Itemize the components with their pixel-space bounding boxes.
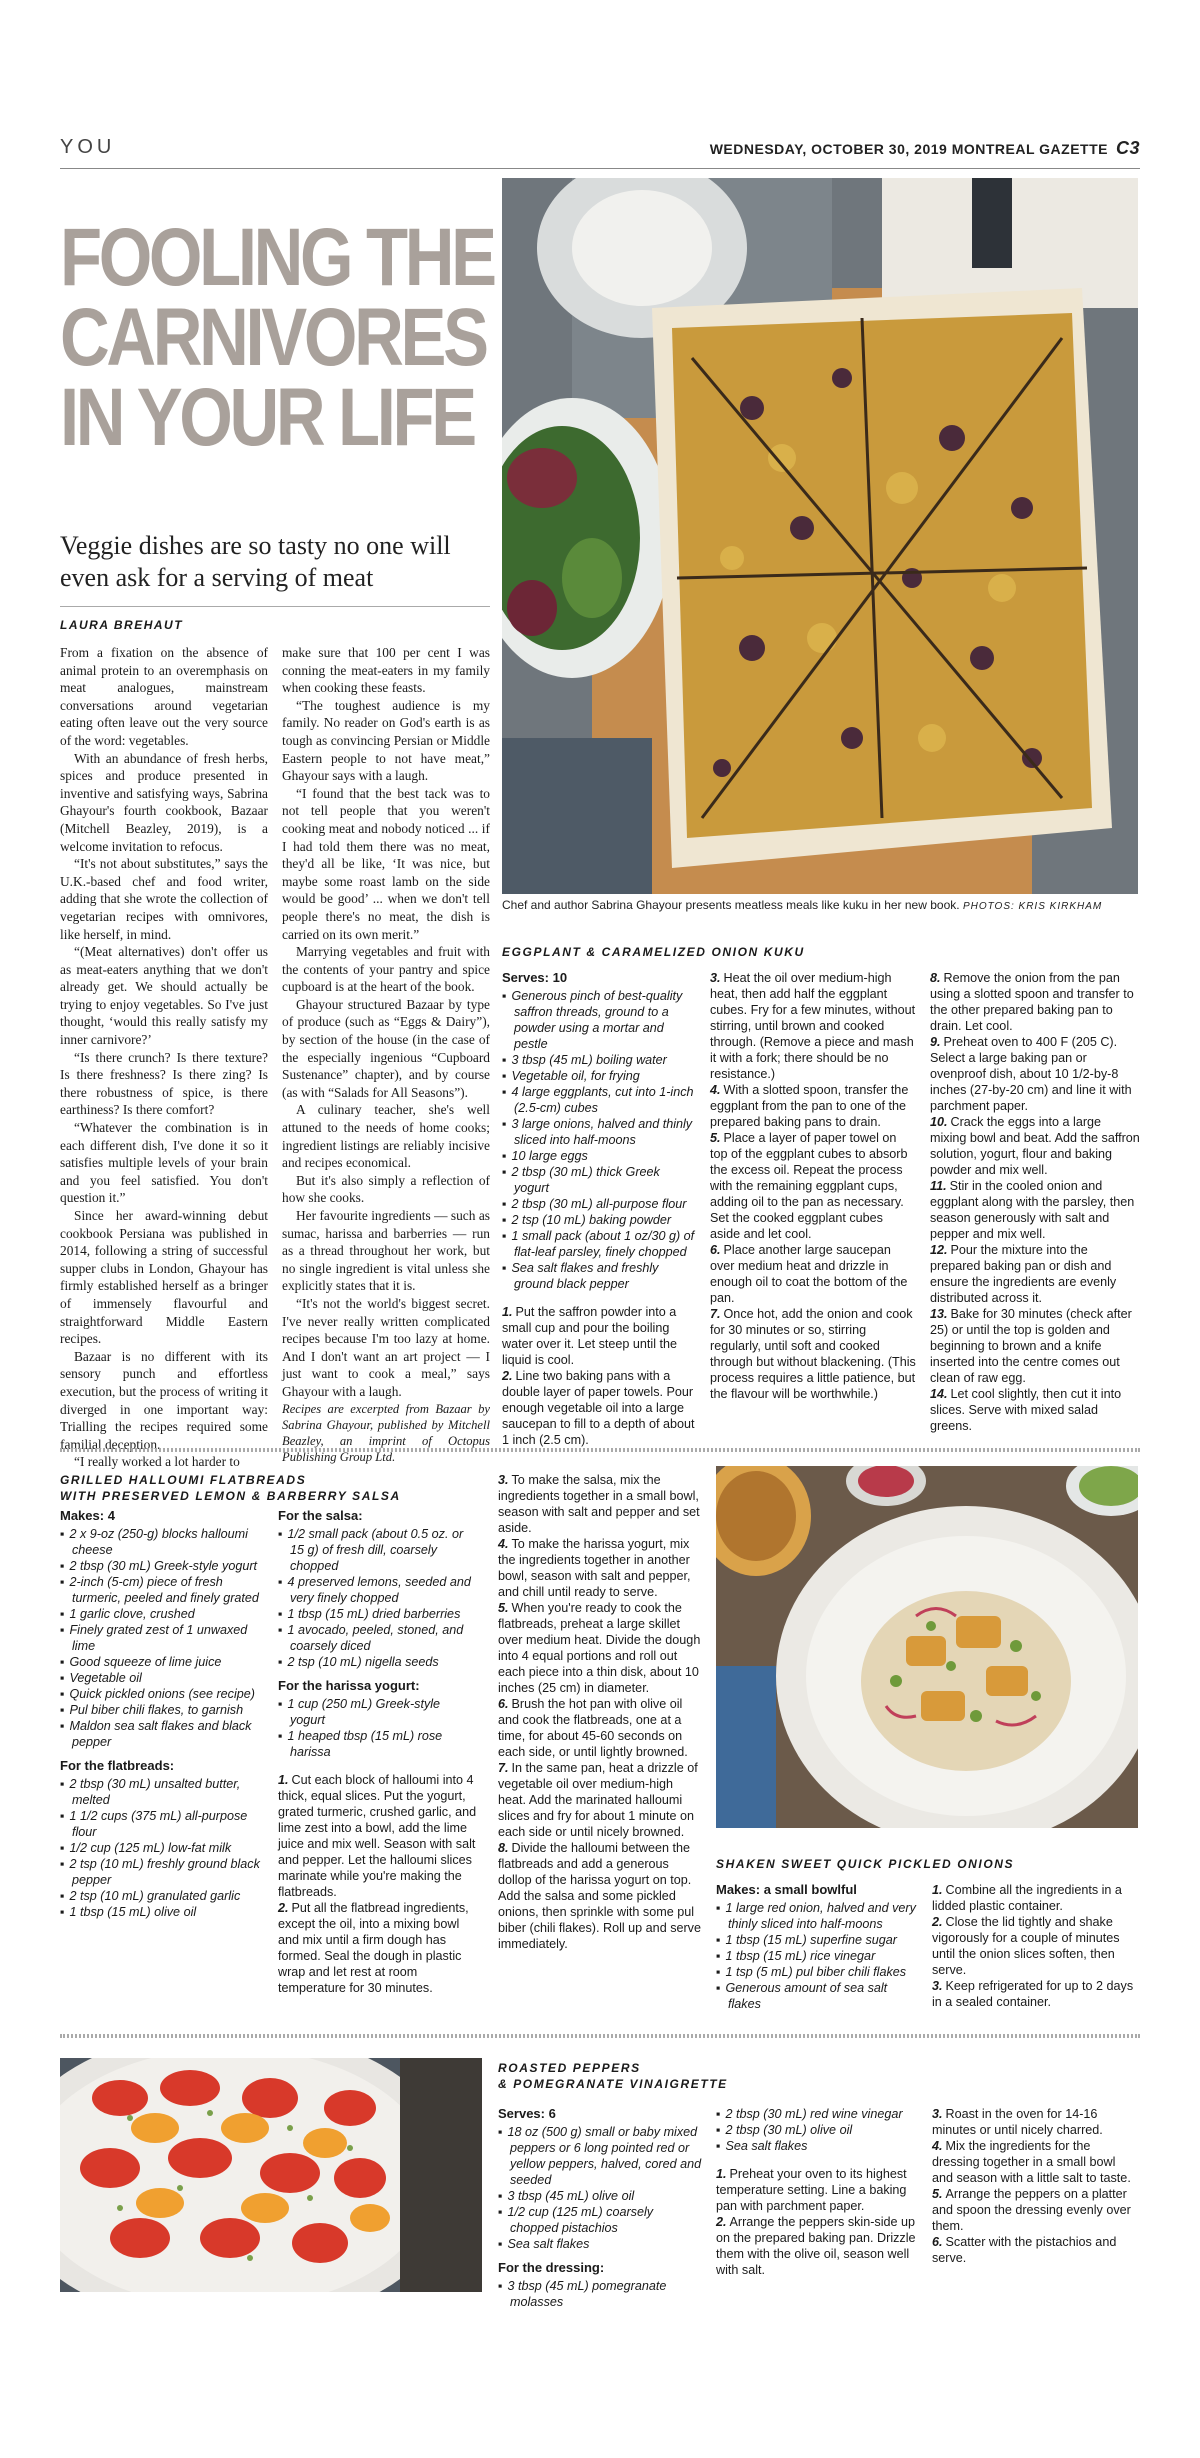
ingredient: ▪ 4 large eggplants, cut into 1-inch (2.5-cm) cubes xyxy=(502,1084,698,1116)
step xyxy=(932,2138,1138,2186)
article-column-1 xyxy=(60,644,268,1471)
ingredient: ▪ 3 tbsp (45 mL) pomegranate molasses xyxy=(498,2278,702,2310)
step-number: 3. xyxy=(932,2107,943,2121)
section-divider xyxy=(60,2034,1140,2038)
ingredient: ▪ 1 large red onion, halved and very thinly sliced into half-moons xyxy=(716,1900,916,1932)
ingredient: ▪ 1 1/2 cups (375 mL) all-purpose flour xyxy=(60,1808,260,1840)
halloumi-steps-a xyxy=(278,1772,478,1996)
ingredient: ▪ Vegetable oil, for frying xyxy=(502,1068,698,1084)
step-text: Scatter with the pistachios and serve. xyxy=(932,2235,1117,2265)
step-text: Stir in the cooled onion and eggplant along with the parsley, then season generously with salt and pepper and mix well. xyxy=(930,1179,1135,1241)
ingredient: ▪ 2 tbsp (30 mL) red wine vinegar xyxy=(716,2106,916,2122)
step xyxy=(932,2106,1138,2138)
peppers-title-line: ROASTED PEPPERS xyxy=(498,2061,641,2075)
photo-credit: PHOTOS: KRIS KIRKHAM xyxy=(962,901,1103,912)
page-number: C3 xyxy=(1115,138,1140,158)
ingredient: ▪ 1/2 small pack (about 0.5 oz. or 15 g) of fresh dill, coarsely chopped xyxy=(278,1526,478,1574)
dressing-ingredients-b xyxy=(716,2106,916,2154)
ingredient: ▪ 2 x 9-oz (250-g) blocks halloumi cheese xyxy=(60,1526,260,1558)
step xyxy=(710,1242,916,1306)
ingredient: ▪ 2 tsp (10 mL) granulated garlic xyxy=(60,1888,260,1904)
step-number: 3. xyxy=(710,971,721,985)
paragraph: With an abundance of fresh herbs, spices and produce presented in inventive and satisfying ways, Sabrina Ghayour's fourth cookbook, Bazaar (Mitchell Beazley, 2019), is a welcome invitation to refocus. xyxy=(60,750,268,854)
paragraph: “I found that the best tack was to not tell people that you weren't cooking meat and nobody noticed ... if I had told them there was no meat, they'd all be like, ‘It was nice, but maybe some roast lamb on the side would be good’ ... when we don't tell people there's no meat, the dish is carried on its own merit.” xyxy=(282,785,490,942)
step-number: 5. xyxy=(932,2187,943,2201)
step xyxy=(278,1772,478,1900)
kuku-photo-illustration xyxy=(502,178,1138,894)
kuku-title: EGGPLANT & CARAMELIZED ONION KUKU xyxy=(502,945,805,959)
step-text: Let cool slightly, then cut it into slices. Serve with mixed salad greens. xyxy=(930,1387,1122,1433)
ingredient: ▪ 2-inch (5-cm) piece of fresh turmeric, peeled and finely grated xyxy=(60,1574,260,1606)
step-number: 10. xyxy=(930,1115,948,1129)
ingredient: ▪ 4 preserved lemons, seeded and very finely chopped xyxy=(278,1574,478,1606)
paragraph: But it's also simply a reflection of how she cooks. xyxy=(282,1172,490,1206)
paragraph: Marrying vegetables and fruit with the contents of your pantry and spice cupboard is at the heart of the book. xyxy=(282,944,490,995)
step xyxy=(278,1900,478,1996)
peppers-steps-a xyxy=(716,2166,916,2278)
step-number: 4. xyxy=(932,2139,943,2153)
deck-rule xyxy=(60,606,490,607)
ingredient: ▪ Finely grated zest of 1 unwaxed lime xyxy=(60,1622,260,1654)
article-column-2 xyxy=(282,644,490,1465)
halloumi-photo-illustration xyxy=(716,1466,1138,1828)
kuku-photo xyxy=(502,178,1138,894)
ingredient: ▪ 2 tbsp (30 mL) olive oil xyxy=(716,2122,916,2138)
step-number: 3. xyxy=(498,1473,509,1487)
ingredient: ▪ 2 tbsp (30 mL) Greek-style yogurt xyxy=(60,1558,260,1574)
recipe-credit: Recipes are excerpted from Bazaar by Sabrina Ghayour, published by Mitchell Beazley, an imprint of Octopus Publishing Group Ltd. xyxy=(282,1401,490,1464)
step-number: 5. xyxy=(498,1601,509,1615)
section-divider xyxy=(60,1448,1140,1452)
step xyxy=(930,1114,1140,1178)
step-number: 6. xyxy=(710,1243,721,1257)
ingredient: ▪ 1 avocado, peeled, stoned, and coarsely diced xyxy=(278,1622,478,1654)
step-number: 2. xyxy=(278,1901,289,1915)
halloumi-ingredients-column xyxy=(60,1508,260,1920)
pickled-ingredients-column xyxy=(716,1882,916,2012)
ingredient: ▪ Sea salt flakes and freshly ground black pepper xyxy=(502,1260,698,1292)
step-text: Mix the ingredients for the dressing together in a small bowl and season with a little salt to taste. xyxy=(932,2139,1131,2185)
step xyxy=(498,1536,702,1600)
step xyxy=(498,1600,702,1696)
step-text: In the same pan, heat a drizzle of vegetable oil over medium-high heat. Add the marinated halloumi slices and fry for about 1 minute on each side or until nicely browned. xyxy=(498,1761,698,1839)
harissa-yogurt-heading: For the harissa yogurt: xyxy=(278,1678,420,1693)
ingredient: ▪ Vegetable oil xyxy=(60,1670,260,1686)
step-text: To make the salsa, mix the ingredients together in a small bowl, season with salt and pepper and set aside. xyxy=(498,1473,700,1535)
caption-text: Chef and author Sabrina Ghayour presents meatless meals like kuku in her new book. xyxy=(502,898,960,912)
ingredient: ▪ 1 heaped tbsp (15 mL) rose harissa xyxy=(278,1728,478,1760)
peppers-title xyxy=(498,2060,728,2092)
step-number: 13. xyxy=(930,1307,948,1321)
step-text: Divide the halloumi between the flatbreads and add a generous dollop of the harissa yogurt on top. Add the salsa and some pickled onions, then sprinkle with some pul biber (chili flakes). Roll up and serve immediately. xyxy=(498,1841,701,1951)
ingredient: ▪ Pul biber chili flakes, to garnish xyxy=(60,1702,260,1718)
flatbread-ingredients xyxy=(60,1776,260,1920)
step xyxy=(498,1472,702,1536)
step-number: 7. xyxy=(710,1307,721,1321)
step xyxy=(932,1914,1138,1978)
ingredient: ▪ Generous amount of sea salt flakes xyxy=(716,1980,916,2012)
ingredient: ▪ 1 tbsp (15 mL) rice vinegar xyxy=(716,1948,916,1964)
ingredient: ▪ 2 tsp (10 mL) freshly ground black pepper xyxy=(60,1856,260,1888)
step-text: Preheat oven to 400 F (205 C). Select a large baking pan or ovenproof dish, about 10 1/2-by-8 inches (27-by-20 cm) and line it with parchment paper. xyxy=(930,1035,1132,1113)
step xyxy=(502,1304,698,1368)
paragraph: Her favourite ingredients — such as sumac, harissa and barberries — run as a thread throughout her work, but no single ingredient is vital unless she explicitly states that it is. xyxy=(282,1208,490,1294)
ingredient: ▪ 1 garlic clove, crushed xyxy=(60,1606,260,1622)
step-text: Roast in the oven for 14-16 minutes or until nicely charred. xyxy=(932,2107,1103,2137)
step-number: 7. xyxy=(498,1761,509,1775)
step-text: Remove the onion from the pan using a slotted spoon and transfer to the other prepared baking pan to drain. Let cool. xyxy=(930,971,1134,1033)
peppers-photo-illustration xyxy=(60,2058,482,2292)
headline-line: FOOLING THE xyxy=(60,212,494,303)
kuku-steps-column-2 xyxy=(710,970,916,1402)
step xyxy=(932,1978,1138,2010)
step-text: To make the harissa yogurt, mix the ingredients together in another bowl, season with salt and pepper, and chill until ready to serve. xyxy=(498,1537,691,1599)
headline-line: CARNIVORES xyxy=(60,292,486,383)
peppers-ingredients xyxy=(498,2124,702,2252)
peppers-ingredients-column xyxy=(498,2106,702,2310)
step-text: With a slotted spoon, transfer the eggplant from the pan to one of the prepared baking pans to drain. xyxy=(710,1083,909,1129)
step xyxy=(502,1368,698,1448)
step xyxy=(710,1130,916,1242)
halloumi-photo xyxy=(716,1466,1138,1828)
step-text: Close the lid tightly and shake vigorously for a couple of minutes until the onion slices soften, then serve. xyxy=(932,1915,1120,1977)
salsa-ingredients xyxy=(278,1526,478,1670)
step-text: Keep refrigerated for up to 2 days in a sealed container. xyxy=(932,1979,1134,2009)
step xyxy=(930,1306,1140,1386)
dressing-heading: For the dressing: xyxy=(498,2260,605,2275)
halloumi-ingredients xyxy=(60,1526,260,1750)
dressing-ingredients-a xyxy=(498,2278,702,2310)
ingredient: ▪ 1 tsp (5 mL) pul biber chili flakes xyxy=(716,1964,916,1980)
ingredient: ▪ 1 tbsp (15 mL) superfine sugar xyxy=(716,1932,916,1948)
step-number: 1. xyxy=(502,1305,513,1319)
ingredient: ▪ 3 large onions, halved and thinly sliced into half-moons xyxy=(502,1116,698,1148)
photo-caption xyxy=(502,898,1142,912)
step xyxy=(710,1082,916,1130)
ingredient: ▪ Generous pinch of best-quality saffron threads, ground to a powder using a mortar and pestle xyxy=(502,988,698,1052)
salsa-heading: For the salsa: xyxy=(278,1508,363,1523)
ingredient: ▪ Sea salt flakes xyxy=(498,2236,702,2252)
headline-line: IN YOUR LIFE xyxy=(60,372,474,463)
section-name: YOU xyxy=(60,136,116,158)
step-text: Put the saffron powder into a small cup and pour the boiling water over it. Let steep until the liquid is cool. xyxy=(502,1305,678,1367)
ingredient: ▪ Maldon sea salt flakes and black pepper xyxy=(60,1718,260,1750)
ingredient: ▪ 2 tbsp (30 mL) thick Greek yogurt xyxy=(502,1164,698,1196)
ingredient: ▪ 3 tbsp (45 mL) olive oil xyxy=(498,2188,702,2204)
kuku-steps-a xyxy=(502,1304,698,1448)
step xyxy=(932,2234,1138,2266)
step-number: 8. xyxy=(498,1841,509,1855)
step-text: Line two baking pans with a double layer of paper towels. Pour enough vegetable oil into a large saucepan to fill to a depth of about 1 inch (2.5 cm). xyxy=(502,1369,695,1447)
peppers-steps-b xyxy=(932,2106,1138,2266)
harissa-yogurt-ingredients xyxy=(278,1696,478,1760)
deck: Veggie dishes are so tasty no one will even ask for a serving of meat xyxy=(60,531,451,592)
step-text: Heat the oil over medium-high heat, then add half the eggplant cubes. Fry for a few minutes, without stirring, until brown and cooked through. (Remove a piece and mash it with a fork; there should be no resistance.) xyxy=(710,971,916,1081)
step-text: Crack the eggs into a large mixing bowl and beat. Add the saffron solution, yogurt, flour and baking powder and mix well. xyxy=(930,1115,1140,1177)
step-text: Put all the flatbread ingredients, except the oil, into a mixing bowl and mix until a firm dough has formed. Seal the dough in plastic wrap and let rest at room temperature for 30 minutes. xyxy=(278,1901,469,1995)
step-number: 14. xyxy=(930,1387,948,1401)
paragraph: Since her award-winning debut cookbook Persiana was published in 2014, following a string of successful supper clubs in London, Ghayour has firmly established herself as a bringer of immensely flavourful and straightforward Middle Eastern recipes. xyxy=(60,1208,268,1347)
pickled-ingredients xyxy=(716,1900,916,2012)
halloumi-title-line: GRILLED HALLOUMI FLATBREADS xyxy=(60,1473,307,1487)
ingredient: ▪ 2 tbsp (30 mL) all-purpose flour xyxy=(502,1196,698,1212)
paragraph: “The toughest audience is my family. No reader on God's earth is as tough as convincing Persian or Middle Eastern people to not have meat,” Ghayour says with a laugh. xyxy=(282,697,490,784)
step xyxy=(716,2166,916,2214)
paragraph: “Is there crunch? Is there texture? Is there freshness? Is there zing? Is there robustness of spice, is there earthiness? Is there comfort? xyxy=(60,1049,268,1118)
ingredient: ▪ Sea salt flakes xyxy=(716,2138,916,2154)
step-number: 1. xyxy=(932,1883,943,1897)
kuku-ingredients-column xyxy=(502,970,698,1448)
byline: LAURA BREHAUT xyxy=(60,618,184,632)
step xyxy=(930,1242,1140,1306)
step-number: 3. xyxy=(932,1979,943,1993)
peppers-title-line: & POMEGRANATE VINAIGRETTE xyxy=(498,2077,728,2091)
paragraph: “(Meat alternatives) don't offer us as meat-eaters anything that we don't already get. We should actually be trying to enjoy vegetables. So I've just thought, ‘would this really satisfy my inner carnivore?’ xyxy=(60,944,268,1048)
step-number: 4. xyxy=(710,1083,721,1097)
step-number: 1. xyxy=(278,1773,289,1787)
step-text: Arrange the peppers skin-side up on the prepared baking pan. Drizzle them with the olive oil, season well with salt. xyxy=(716,2215,916,2277)
step-text: Once hot, add the onion and cook for 30 minutes or so, stirring regularly, until soft and cooked through but without blackening. (This process requires a little patience, but the flavour will be worthwhile.) xyxy=(710,1307,916,1401)
paragraph: “It's not the world's biggest secret. I've never really written complicated recipes because I'm too lazy at home. And I don't want an art project — I just want to cook a meal,” says Ghayour with a laugh. xyxy=(282,1295,490,1399)
step-text: Arrange the peppers on a platter and spoon the dressing evenly over them. xyxy=(932,2187,1131,2233)
pickled-onions-title: SHAKEN SWEET QUICK PICKLED ONIONS xyxy=(716,1857,1015,1871)
paragraph: From a fixation on the absence of animal protein to an overemphasis on meat analogues, mainstream conversations around vegetarian eating often leave out the very source of the word: vegetables. xyxy=(60,645,268,748)
step-number: 4. xyxy=(498,1537,509,1551)
step-number: 1. xyxy=(716,2167,727,2181)
step-number: 2. xyxy=(932,1915,943,1929)
step-text: Brush the hot pan with olive oil and cook the flatbreads, one at a time, for about 45-60 seconds on each side, or until lightly browned. xyxy=(498,1697,688,1759)
step-number: 6. xyxy=(498,1697,509,1711)
ingredient: ▪ 3 tbsp (45 mL) boiling water xyxy=(502,1052,698,1068)
paragraph: make sure that 100 per cent I was conning the meat-eaters in my family when cooking these feasts. xyxy=(282,645,490,696)
peppers-column-3 xyxy=(932,2106,1138,2266)
ingredient: ▪ Quick pickled onions (see recipe) xyxy=(60,1686,260,1702)
step-text: Place a layer of paper towel on top of the eggplant cubes to absorb the excess oil. Repeat the process with the remaining eggplant cups, adding oil to the pan as necessary. Set the cooked eggplant cubes aside and let cool. xyxy=(710,1131,908,1241)
step-number: 12. xyxy=(930,1243,948,1257)
ingredient: ▪ Good squeeze of lime juice xyxy=(60,1654,260,1670)
step-text: When you're ready to cook the flatbreads, preheat a large skillet over medium heat. Divide the dough into 4 equal portions and roll out each piece into a thin disk, about 10 inches (25 cm) in diameter. xyxy=(498,1601,701,1695)
step xyxy=(930,1386,1140,1434)
step xyxy=(498,1696,702,1760)
step xyxy=(930,1034,1140,1114)
step xyxy=(932,1882,1138,1914)
ingredient: ▪ 18 oz (500 g) small or baby mixed peppers or 6 long pointed red or yellow peppers, halved, cored and seeded xyxy=(498,2124,702,2188)
step-number: 2. xyxy=(502,1369,513,1383)
step-number: 5. xyxy=(710,1131,721,1145)
halloumi-title xyxy=(60,1472,401,1504)
step xyxy=(498,1840,702,1952)
kuku-steps-b xyxy=(710,970,916,1402)
pickled-makes: Makes: a small bowlful xyxy=(716,1882,857,1897)
pickled-steps xyxy=(932,1882,1138,2010)
step-text: Preheat your oven to its highest temperature setting. Line a baking pan with parchment paper. xyxy=(716,2167,907,2213)
ingredient: ▪ 1 tbsp (15 mL) olive oil xyxy=(60,1904,260,1920)
step-text: Combine all the ingredients in a lidded plastic container. xyxy=(932,1883,1122,1913)
step xyxy=(710,1306,916,1402)
paragraph: Bazaar is no different with its sensory punch and effortless execution, but the process of writing it diverged in one important way: Trialling the recipes required some familial deception. xyxy=(60,1348,268,1452)
kuku-steps-c xyxy=(930,970,1140,1434)
step xyxy=(710,970,916,1082)
halloumi-column-3 xyxy=(498,1472,702,1952)
ingredient: ▪ 10 large eggs xyxy=(502,1148,698,1164)
ingredient: ▪ 1/2 cup (125 mL) coarsely chopped pistachios xyxy=(498,2204,702,2236)
step-number: 9. xyxy=(930,1035,941,1049)
step-number: 2. xyxy=(716,2215,727,2229)
paragraph: A culinary teacher, she's well attuned to the needs of home cooks; ingredient listings are reliably incisive and recipes economical. xyxy=(282,1102,490,1171)
dateline xyxy=(710,138,1140,159)
halloumi-column-2 xyxy=(278,1508,478,1996)
halloumi-makes: Makes: 4 xyxy=(60,1508,115,1523)
paragraph: “I really worked a lot harder to xyxy=(74,1454,240,1470)
paragraph: “Whatever the combination is in each different dish, I've done it so it satisfies multiple levels of your brain and you feel satisfied. You don't question it.” xyxy=(60,1120,268,1206)
ingredient: ▪ 1 cup (250 mL) Greek-style yogurt xyxy=(278,1696,478,1728)
step xyxy=(498,1760,702,1840)
dateline-text: WEDNESDAY, OCTOBER 30, 2019 MONTREAL GAZETTE xyxy=(709,141,1108,157)
step xyxy=(930,970,1140,1034)
peppers-column-2 xyxy=(716,2106,916,2278)
kuku-serves: Serves: 10 xyxy=(502,970,568,985)
halloumi-steps-b xyxy=(498,1472,702,1952)
step-number: 8. xyxy=(930,971,941,985)
pickled-steps-column xyxy=(932,1882,1138,2010)
header-rule xyxy=(60,168,1140,169)
step-text: Bake for 30 minutes (check after 25) or until the top is golden and beginning to brown and a knife inserted into the centre comes out clean of raw egg. xyxy=(930,1307,1132,1385)
paragraph: “It's not about substitutes,” says the U.K.-based chef and food writer, adding that she wrote the collection of vegetarian recipes with omnivores, like herself, in mind. xyxy=(60,856,268,942)
step-text: Cut each block of halloumi into 4 thick, equal slices. Put the yogurt, grated turmeric, crushed garlic, and lime zest into a bowl, add the lime juice and mix well. Season with salt and pepper. Let the halloumi slices marinate while you're making the flatbreads. xyxy=(278,1773,477,1899)
headline xyxy=(60,212,497,463)
step xyxy=(930,1178,1140,1242)
halloumi-title-line: WITH PRESERVED LEMON & BARBERRY SALSA xyxy=(60,1489,401,1503)
step-number: 6. xyxy=(932,2235,943,2249)
step xyxy=(716,2214,916,2278)
step xyxy=(932,2186,1138,2234)
paragraph: Ghayour structured Bazaar by type of produce (such as “Eggs & Dairy”), by section of the house (in the case of the especially ingenious “Cupboard Sustenance” chapter), and by course (as with “Salads for All Seasons”). xyxy=(282,996,490,1100)
kuku-steps-column-3 xyxy=(930,970,1140,1434)
step-text: Pour the mixture into the prepared baking pan or dish and ensure the ingredients are evenly distributed across it. xyxy=(930,1243,1117,1305)
peppers-serves: Serves: 6 xyxy=(498,2106,556,2121)
kuku-ingredients xyxy=(502,988,698,1292)
ingredient: ▪ 1/2 cup (125 mL) low-fat milk xyxy=(60,1840,260,1856)
ingredient: ▪ 1 tbsp (15 mL) dried barberries xyxy=(278,1606,478,1622)
ingredient: ▪ 2 tsp (10 mL) nigella seeds xyxy=(278,1654,478,1670)
step-text: Place another large saucepan over medium heat and drizzle in enough oil to coat the bottom of the pan. xyxy=(710,1243,908,1305)
ingredient: ▪ 2 tbsp (30 mL) unsalted butter, melted xyxy=(60,1776,260,1808)
ingredient: ▪ 2 tsp (10 mL) baking powder xyxy=(502,1212,698,1228)
step-number: 11. xyxy=(930,1179,947,1193)
peppers-photo xyxy=(60,2058,482,2292)
flatbreads-heading: For the flatbreads: xyxy=(60,1758,175,1773)
ingredient: ▪ 1 small pack (about 1 oz/30 g) of flat-leaf parsley, finely chopped xyxy=(502,1228,698,1260)
